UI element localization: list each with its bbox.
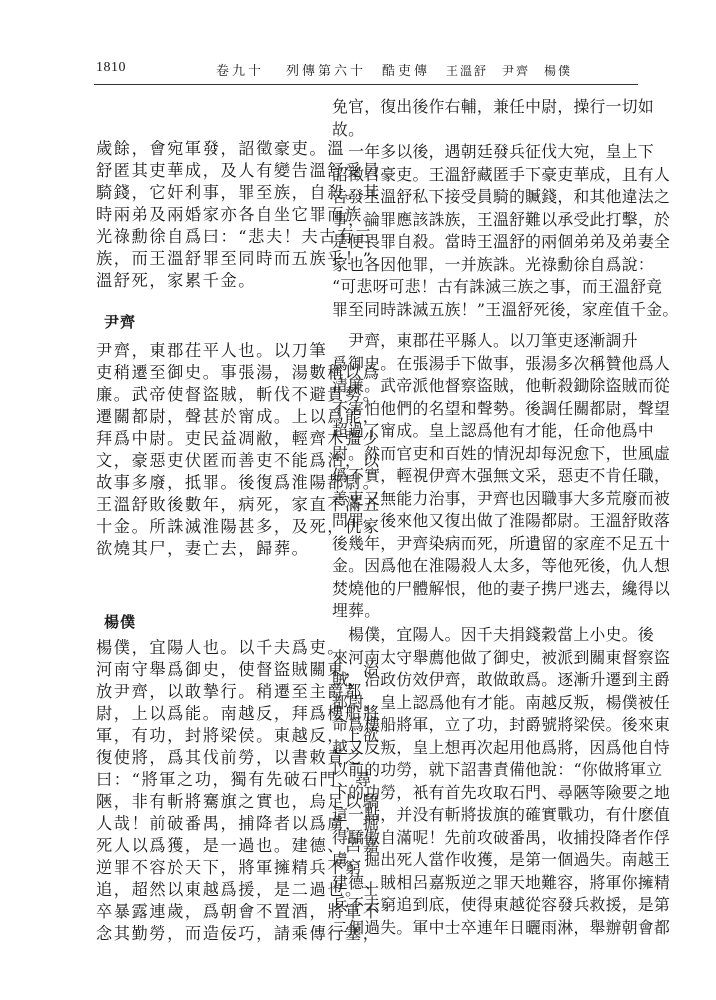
text-line: 王溫舒敗後數年，病死，家直不滿五 bbox=[96, 495, 381, 514]
text-line: 兵不去窮追到底，使得東越從容發兵救援，是第 bbox=[332, 895, 671, 914]
section-heading-yang-pu: 楊僕 bbox=[104, 613, 137, 631]
text-line: 爲御史。在張湯手下做事，張湯多次稱贊他爲人 bbox=[332, 353, 671, 373]
text-line: 族，而王溫舒罪至同時而五族乎！” bbox=[96, 249, 373, 268]
text-line: 尹齊，東郡茌平縣人。以刀筆吏逐漸調升 bbox=[332, 331, 638, 350]
text-line: 免官，復出後作右輔，兼任中尉，操行一切如 bbox=[332, 97, 654, 116]
text-line: 後幾年，尹齊染病而死，所遺留的家産不足五十 bbox=[332, 533, 671, 553]
biography-names: 王溫舒 尹齊 楊僕 bbox=[446, 64, 573, 78]
text-line: 詔徵召豪吏。王溫舒藏匿手下豪吏華成，且有人 bbox=[332, 164, 671, 184]
text-line: 不害怕他們的名望和聲勢。後調任關都尉，聲望 bbox=[332, 398, 671, 418]
text-line: 舒匿其吏華成，及人有變告溫舒受員 bbox=[96, 161, 381, 180]
text-line: 虜，掘出死人當作收獲，是第一個過失。南越王 bbox=[332, 850, 671, 869]
text-line: 超過了甯成。皇上認爲他有才能，任命他爲中 bbox=[332, 421, 654, 440]
header-rule bbox=[94, 84, 638, 85]
text-line: 賊，治政仿效伊齊，敢做敢爲。逐漸升遷到主爵 bbox=[332, 670, 671, 689]
text-line: 復使將，爲其伐前勞，以書敕責之 bbox=[96, 748, 363, 767]
text-line: 埋葬。 bbox=[332, 601, 381, 620]
text-line: 都尉，皇上認爲他有才能。南越反叛，楊僕被任 bbox=[332, 692, 671, 712]
text-line: 卒暴露連歲，爲朝會不置酒，將軍不 bbox=[96, 902, 381, 921]
translation-yin-qi bbox=[332, 330, 671, 623]
text-line: 僞不實，輕視伊齊木强無文采，惡吏不肯任職， bbox=[332, 466, 671, 485]
text-line: 是便畏罪自殺。當時王溫舒的兩個弟弟及弟妻全 bbox=[332, 232, 671, 251]
text-line: 楊僕，宜陽人。因千夫捐錢穀當上小史。後 bbox=[332, 625, 654, 644]
text-line: 死人以爲獲，是一過也。建德、呂嘉 bbox=[96, 836, 381, 855]
text-line: 念其勤勞，而造佞巧，請乘傳行塞， bbox=[96, 924, 381, 943]
text-line: 軍，有功，封將梁侯。東越反，上欲 bbox=[96, 726, 381, 745]
text-line: 事，論罪應該誅族，王溫舒難以承受此打擊，於 bbox=[332, 209, 671, 229]
text-line: 吏稍遷至御史。事張湯，湯數稱以爲 bbox=[96, 363, 381, 382]
text-line: 放尹齊，以敢摯行。稍遷至主爵都 bbox=[96, 682, 363, 701]
text-line: 陿，非有斬將騫旗之實也，烏足以驕 bbox=[96, 792, 381, 811]
text-line: 善吏又無能力治事，尹齊也因職事大多荒廢而被 bbox=[332, 488, 671, 508]
text-line: 遷關都尉，聲甚於甯成。上以爲能， bbox=[96, 407, 381, 426]
text-line: 曰：“將軍之功，獨有先破石門、尋 bbox=[96, 770, 373, 789]
text-line: 越又反叛，皇上想再次起用他爲將，因爲他自恃 bbox=[332, 737, 671, 757]
text-line: 以前的功勞，就下詔書責備他說：“你做將軍立 bbox=[332, 760, 663, 779]
text-line: 來河南太守舉薦他做了御史，被派到關東督察盜 bbox=[332, 647, 671, 667]
text-line: 光祿勳徐自爲曰：“悲夫！夫古有三 bbox=[96, 227, 373, 246]
text-line: 歲餘，會宛軍發，詔徵豪吏。溫 bbox=[96, 139, 346, 158]
text-line: 尉，上以爲能。南越反，拜爲樓船將 bbox=[96, 704, 381, 723]
text-line: 得驕傲自滿呢！先前攻破番禺，收捕投降者作俘 bbox=[332, 827, 671, 847]
text-line: 楊僕，宜陽人也。以千夫爲吏。 bbox=[96, 638, 346, 657]
text-line: 建德、賊相呂嘉叛逆之罪天地難容，將軍你擁精 bbox=[332, 872, 671, 892]
original-text-yang-pu bbox=[96, 637, 381, 945]
text-line: 故。 bbox=[332, 119, 365, 139]
text-line: 欲燒其尸，妻亡去，歸葬。 bbox=[96, 539, 310, 558]
text-line: 故事多廢，抵罪。後復爲淮陽都尉。 bbox=[96, 473, 381, 492]
text-line: 罪至同時誅滅五族！”王溫舒死後，家産值千金。 bbox=[332, 299, 679, 319]
text-line: 焚燒他的尸體解恨，他的妻子携尸逃去，纔得以 bbox=[332, 578, 671, 598]
section-heading-yin-qi: 尹齊 bbox=[104, 313, 137, 331]
text-line: 尹齊，東郡茌平人也。以刀筆 bbox=[96, 341, 328, 360]
text-line: 逆罪不容於天下，將軍擁精兵不窮 bbox=[96, 858, 363, 877]
text-line: 二個過失。軍中士卒連年日曬雨淋，舉辦朝會都 bbox=[332, 917, 671, 937]
original-text-yin-qi bbox=[96, 340, 381, 560]
text-line: 十金。所誅滅淮陽甚多，及死，仇家 bbox=[96, 517, 381, 536]
text-line: 命爲樓船將軍，立了功，封爵號將梁侯。後來東 bbox=[332, 715, 671, 734]
text-line: 文，豪惡吏伏匿而善吏不能爲治，以 bbox=[96, 451, 381, 470]
text-line: 騎錢，它奸利事，罪至族，自殺。其 bbox=[96, 183, 381, 202]
text-line: 時兩弟及兩婚家亦各自坐它罪而族。 bbox=[96, 205, 381, 224]
text-line: 拜爲中尉。吏民益凋敝，輕齊木彊少 bbox=[96, 429, 381, 448]
section-label: 列傳第六十 酷吏傳 bbox=[286, 64, 431, 79]
text-line: 一年多以後，遇朝廷發兵征伐大宛，皇上下 bbox=[332, 142, 654, 161]
page-number: 1810 bbox=[96, 60, 126, 75]
text-line: 尉。然而官吏和百姓的情況却每況愈下，世風虛 bbox=[332, 443, 671, 463]
running-header bbox=[0, 60, 716, 86]
translation-wang-wenshu bbox=[332, 96, 679, 321]
text-line: 追，超然以東越爲援，是二過也。士 bbox=[96, 880, 381, 899]
text-line: 下的功勞，衹有首先攻取石門、尋陿等險要之地 bbox=[332, 782, 671, 802]
translation-yang-pu bbox=[332, 624, 671, 939]
text-line: 河南守舉爲御史，使督盜賊關東，治 bbox=[96, 660, 381, 679]
text-line: 家也各因他罪，一并族誅。光祿勳徐自爲說： bbox=[332, 254, 654, 274]
chapter-label: 卷九十 bbox=[216, 64, 265, 79]
text-line: 廉。武帝使督盜賊，斬伐不避貴勢。 bbox=[96, 385, 381, 404]
text-line: 清廉。武帝派他督察盜賊，他斬殺鋤除盜賊而從 bbox=[332, 376, 671, 395]
text-line: “可悲呀可悲！古有誅滅三族之事，而王溫舒竟 bbox=[332, 277, 663, 296]
original-text-wang-wenshu bbox=[96, 138, 381, 292]
text-line: 告發王溫舒私下接受員騎的贓錢，和其他違法之 bbox=[332, 187, 671, 206]
text-line: 人哉！前破番禺，捕降者以爲虜，掘 bbox=[96, 814, 381, 833]
text-line: 溫舒死，家累千金。 bbox=[96, 271, 257, 290]
text-line: 這一點，并没有斬將拔旗的確實戰功，有什麽值 bbox=[332, 805, 671, 824]
text-line: 問罪。後來他又復出做了淮陽都尉。王溫舒敗落 bbox=[332, 511, 671, 530]
text-line: 金。因爲他在淮陽殺人太多，等他死後，仇人想 bbox=[332, 556, 671, 575]
running-title bbox=[216, 60, 572, 79]
